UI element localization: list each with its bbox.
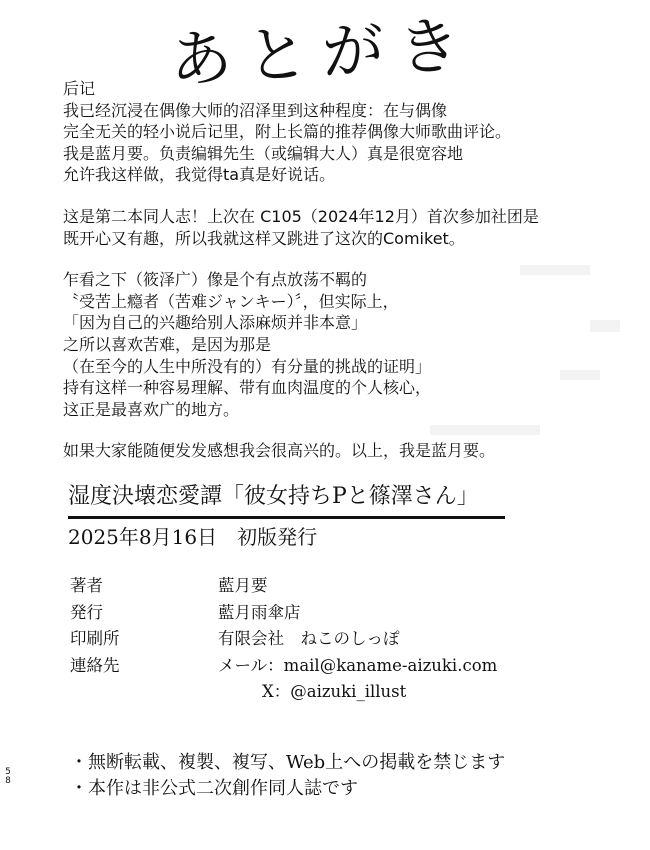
credit-label: 著者 bbox=[70, 576, 103, 595]
page-number-text: 58 bbox=[5, 767, 11, 786]
text-line: 乍看之下（筱泽广）像是个有点放荡不羁的 bbox=[63, 270, 368, 290]
publication-date: 2025年8月16日 初版発行 bbox=[68, 525, 318, 549]
contact-email: メール：mail@kaname-aizuki.com bbox=[218, 655, 498, 675]
text-line: 「因为自己的兴趣给别人添麻烦并非本意」 bbox=[63, 313, 368, 333]
credit-label: 発行 bbox=[70, 602, 103, 622]
afterword-paragraph bbox=[63, 440, 643, 462]
afterword-paragraph bbox=[63, 100, 643, 186]
afterword-title-art: あとがき bbox=[168, 8, 476, 97]
credit-row-author bbox=[70, 573, 497, 600]
book-title: 湿度決壊恋愛譚「彼女持ちPと篠澤さん」 bbox=[68, 484, 479, 509]
page-number bbox=[3, 768, 13, 786]
afterword-paragraph bbox=[63, 269, 643, 420]
text-line: 如果大家能随便发发感想我会很高兴的。以上，我是蓝月要。 bbox=[63, 441, 496, 461]
credit-label: 印刷所 bbox=[70, 629, 120, 648]
afterword-text bbox=[63, 78, 643, 462]
text-line: 完全无关的轻小说后记里，附上长篇的推荐偶像大师歌曲评论。 bbox=[63, 122, 512, 142]
afterword-paragraph bbox=[63, 206, 643, 249]
text-line: 允许我这样做，我觉得ta真是好说话。 bbox=[63, 165, 336, 185]
credit-value: 藍月雨傘店 bbox=[218, 602, 301, 622]
text-line: 这是第二本同人志！上次在 C105（2024年12月）首次参加社团是 bbox=[63, 206, 539, 226]
text-line: 这正是最喜欢广的地方。 bbox=[63, 399, 240, 419]
text-line: 之所以喜欢苦难，是因为那是 bbox=[63, 334, 272, 354]
text-line: （在至今的人生中所没有的）有分量的挑战的证明」 bbox=[63, 356, 432, 376]
text-line: 〝受苦上瘾者（苦难ジャンキー）〞，但实际上， bbox=[63, 291, 399, 311]
credit-row-contact bbox=[70, 653, 497, 680]
text-line: 既开心又有趣，所以我就这样又跳进了这次的Comiket。 bbox=[63, 228, 465, 248]
afterword-heading: 后记 bbox=[63, 79, 96, 98]
credit-label: 連絡先 bbox=[70, 655, 120, 675]
credit-value: 有限会社 ねこのしっぽ bbox=[218, 629, 400, 648]
text-line: 我已经沉浸在偶像大师的沼泽里到这种程度：在与偶像 bbox=[63, 100, 448, 120]
title-underline bbox=[68, 516, 505, 519]
notice-line: ・本作は非公式二次創作同人誌です bbox=[70, 778, 358, 799]
colophon-credits bbox=[70, 573, 497, 706]
text-line: 持有这样一种容易理解、带有血肉温度的个人核心， bbox=[63, 378, 432, 398]
contact-x-handle: X：@aizuki_illust bbox=[262, 682, 407, 701]
text-line: 我是蓝月要。负责编辑先生（或编辑大人）真是很宽容地 bbox=[63, 143, 464, 163]
notice-line: ・無断転載、複製、複写、Web上への掲載を禁じます bbox=[70, 752, 506, 773]
credit-row-publisher bbox=[70, 600, 497, 627]
colophon-notices bbox=[70, 750, 505, 802]
credit-value: 藍月要 bbox=[218, 576, 268, 595]
credit-row-printer bbox=[70, 626, 497, 653]
